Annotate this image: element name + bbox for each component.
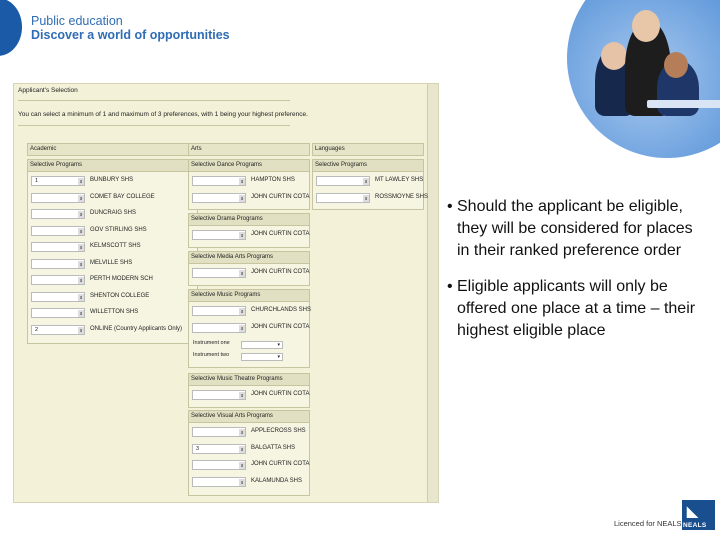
- header-title: Public education: [31, 14, 123, 28]
- school-name: JOHN CURTIN COTA: [251, 231, 310, 237]
- drama-list: [188, 226, 310, 248]
- school-name: DUNCRAIG SHS: [90, 210, 137, 216]
- program-row: [189, 174, 309, 189]
- preference-input[interactable]: [192, 306, 246, 316]
- neals-logo: [682, 500, 715, 530]
- spinner-arrows-icon[interactable]: ⬍: [79, 311, 83, 316]
- program-row: [189, 266, 309, 281]
- form-scrollbar[interactable]: [427, 84, 438, 502]
- spinner-arrows-icon[interactable]: ⬍: [240, 179, 244, 184]
- preference-input[interactable]: [192, 176, 246, 186]
- program-row: [189, 388, 309, 403]
- dropdown-arrow-icon: ▾: [277, 354, 280, 360]
- applicant-selection-form: [13, 83, 439, 503]
- program-row: [28, 191, 197, 206]
- program-row: [28, 240, 197, 255]
- school-name: JOHN CURTIN COTA: [251, 391, 310, 397]
- preference-input[interactable]: [192, 427, 246, 437]
- academic-subheading: Selective Programs: [27, 159, 198, 172]
- spinner-arrows-icon[interactable]: ⬍: [240, 271, 244, 276]
- students-photo: [567, 0, 720, 158]
- preference-input[interactable]: [192, 390, 246, 400]
- divider: [18, 100, 290, 101]
- preference-input[interactable]: [192, 268, 246, 278]
- licence-text: Licenced for NEALS: [614, 519, 682, 528]
- school-name: BALGATTA SHS: [251, 444, 296, 451]
- neals-mark-icon: ◣: [687, 503, 698, 519]
- instrument-two-label: Instrument two: [193, 352, 230, 358]
- spinner-arrows-icon[interactable]: ⬍: [79, 195, 83, 201]
- dance-subheading: Selective Dance Programs: [188, 159, 310, 172]
- music-list: [188, 302, 310, 368]
- bullet-text: Eligible applicants will only be offered one place at a time – their highest eligible place: [457, 278, 696, 339]
- preference-input[interactable]: [192, 444, 246, 454]
- school-name: MELVILLE SHS: [90, 259, 133, 266]
- spinner-arrows-icon[interactable]: ⬍: [240, 325, 244, 331]
- form-instruction: You can select a minimum of 1 and maximum of 3 preferences, with 1 being your highest preference.: [18, 111, 308, 118]
- program-row: [28, 290, 197, 305]
- school-name: PERTH MODERN SCH: [90, 276, 153, 282]
- school-name: JOHN CURTIN COTA: [251, 323, 310, 330]
- bullet-list: [447, 196, 697, 356]
- program-row: [189, 191, 309, 206]
- academic-list: [27, 172, 198, 344]
- spinner-arrows-icon[interactable]: ⬍: [79, 261, 83, 267]
- school-name: APPLECROSS SHS: [251, 428, 306, 434]
- preference-input[interactable]: [316, 176, 370, 186]
- languages-heading: Languages: [312, 143, 424, 156]
- bullet-dot-icon: •: [447, 198, 453, 215]
- school-name: JOHN CURTIN COTA: [251, 269, 310, 275]
- languages-list: [312, 172, 429, 210]
- school-name: WILLETTON SHS: [90, 309, 139, 315]
- spinner-arrows-icon[interactable]: ⬍: [240, 446, 244, 452]
- program-row: [189, 304, 312, 319]
- preference-input[interactable]: [31, 308, 85, 318]
- spinner-arrows-icon[interactable]: ⬍: [79, 228, 83, 234]
- preference-input[interactable]: [31, 325, 85, 335]
- school-name: COMET BAY COLLEGE: [90, 193, 155, 200]
- preference-input[interactable]: [192, 323, 246, 333]
- neals-logo-text: NEALS: [683, 522, 707, 529]
- spinner-arrows-icon[interactable]: ⬍: [240, 309, 244, 314]
- header-subtitle: Discover a world of opportunities: [31, 28, 230, 42]
- bullet-dot-icon: •: [447, 278, 453, 295]
- preference-input[interactable]: [192, 230, 246, 240]
- program-row: [28, 174, 197, 189]
- program-row: [189, 442, 309, 457]
- program-row: [313, 191, 429, 206]
- logo-arc-icon: [0, 0, 22, 56]
- instrument-one-label: Instrument one: [193, 340, 230, 346]
- music-theatre-list: [188, 386, 310, 408]
- instrument-one-select[interactable]: [241, 341, 283, 349]
- preference-input[interactable]: [192, 460, 246, 470]
- preference-input[interactable]: [31, 226, 85, 236]
- preference-input[interactable]: [316, 193, 370, 203]
- visual-list: [188, 423, 310, 496]
- instrument-two-row: [193, 352, 307, 363]
- form-title: Applicant's Selection: [18, 87, 78, 94]
- media-subheading: Selective Media Arts Programs: [188, 251, 310, 264]
- preference-value: 3: [196, 445, 200, 452]
- spinner-arrows-icon[interactable]: ⬍: [79, 212, 83, 217]
- drama-subheading: Selective Drama Programs: [188, 213, 310, 226]
- school-name: BUNBURY SHS: [90, 177, 134, 183]
- program-row: [28, 224, 197, 239]
- bullet-text: Should the applicant be eligible, they will be considered for places in their ranked preference order: [457, 198, 693, 259]
- preference-input[interactable]: [192, 477, 246, 487]
- spinner-arrows-icon[interactable]: ⬍: [79, 179, 83, 184]
- program-row: [189, 425, 309, 440]
- music-subheading: Selective Music Programs: [188, 289, 310, 302]
- academic-heading: Academic: [27, 143, 198, 156]
- preference-input[interactable]: [31, 275, 85, 285]
- spinner-arrows-icon[interactable]: ⬍: [364, 179, 368, 184]
- preference-input[interactable]: [192, 193, 246, 203]
- program-row: [28, 207, 197, 222]
- school-name: ONLINE (Country Applicants Only): [90, 325, 183, 332]
- preference-input[interactable]: [31, 292, 85, 302]
- spinner-arrows-icon[interactable]: ⬍: [240, 463, 244, 468]
- spinner-arrows-icon[interactable]: ⬍: [79, 327, 83, 333]
- bullet-item: [447, 196, 697, 262]
- spinner-arrows-icon[interactable]: ⬍: [364, 195, 368, 201]
- instrument-one-row: [193, 340, 307, 351]
- school-name: KALAMUNDA SHS: [251, 477, 303, 484]
- preference-input[interactable]: [31, 259, 85, 269]
- program-row: [28, 273, 197, 288]
- program-row: [189, 321, 309, 336]
- school-name: ROSSMOYNE SHS: [375, 193, 429, 200]
- dropdown-arrow-icon: ▾: [277, 342, 280, 348]
- bullet-item: [447, 276, 697, 342]
- spinner-arrows-icon[interactable]: ⬍: [240, 393, 244, 398]
- school-name: KELMSCOTT SHS: [90, 243, 141, 249]
- school-name: CHURCHLANDS SHS: [251, 307, 312, 313]
- preference-value: 2: [35, 326, 39, 333]
- spinner-arrows-icon[interactable]: ⬍: [240, 479, 244, 485]
- spinner-arrows-icon[interactable]: ⬍: [79, 245, 83, 250]
- spinner-arrows-icon[interactable]: ⬍: [240, 195, 244, 201]
- program-row: [28, 323, 197, 338]
- instrument-two-select[interactable]: [241, 353, 283, 361]
- spinner-arrows-icon[interactable]: ⬍: [240, 233, 244, 238]
- preference-input[interactable]: [31, 209, 85, 219]
- program-row: [28, 257, 197, 272]
- preference-value: 1: [35, 178, 39, 184]
- spinner-arrows-icon[interactable]: ⬍: [79, 294, 83, 300]
- school-name: SHENTON COLLEGE: [90, 292, 150, 299]
- program-row: [189, 475, 309, 490]
- preference-input[interactable]: [31, 242, 85, 252]
- spinner-arrows-icon[interactable]: ⬍: [79, 278, 83, 283]
- school-name: JOHN CURTIN COTA: [251, 461, 310, 467]
- divider: [18, 125, 290, 126]
- spinner-arrows-icon[interactable]: ⬍: [240, 430, 244, 435]
- dance-list: [188, 172, 310, 210]
- arts-heading: Arts: [188, 143, 310, 156]
- school-name: GOV STIRLING SHS: [90, 226, 147, 233]
- school-name: JOHN CURTIN COTA: [251, 193, 310, 200]
- languages-subheading: Selective Programs: [312, 159, 424, 172]
- program-row: [189, 228, 309, 243]
- program-row: [189, 458, 309, 473]
- visual-subheading: Selective Visual Arts Programs: [188, 410, 310, 423]
- program-row: [28, 306, 197, 321]
- school-name: HAMPTON SHS: [251, 177, 295, 183]
- program-row: [313, 174, 423, 189]
- preference-input[interactable]: [31, 193, 85, 203]
- media-list: [188, 264, 310, 286]
- preference-input[interactable]: [31, 176, 85, 186]
- school-name: MT LAWLEY SHS: [375, 177, 424, 183]
- music-theatre-subheading: Selective Music Theatre Programs: [188, 373, 310, 386]
